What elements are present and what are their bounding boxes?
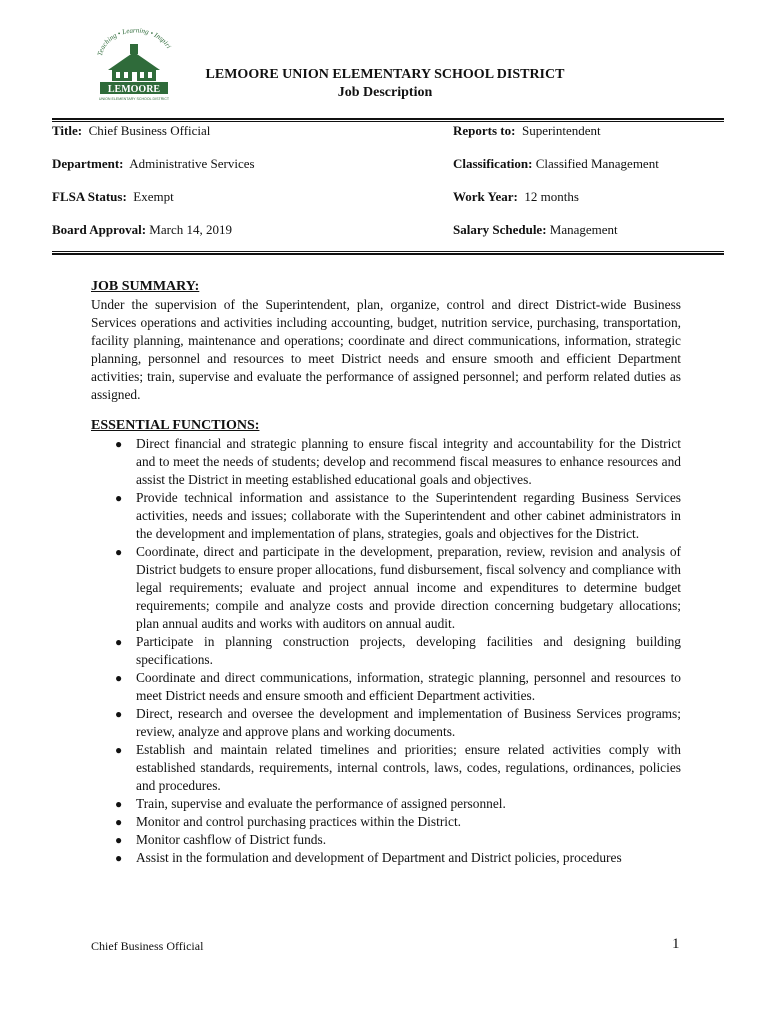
flsa-field [52, 189, 174, 205]
top-rule-thin [52, 121, 724, 122]
essential-functions-list [91, 435, 681, 867]
department-label: Department: [52, 156, 124, 171]
classification-value: Classified Management [535, 156, 659, 171]
bullet-icon: ● [115, 833, 123, 847]
salary-value: Management [549, 222, 618, 237]
workyear-label: Work Year: [453, 189, 518, 204]
list-item: ● Establish and maintain related timelines and priorities; ensure related activities comply with established standards, requirements, internal controls, laws, codes, regulations, ordinances, policies and procedures. [115, 742, 681, 793]
bullet-icon: ● [115, 635, 123, 649]
job-summary-text: Under the supervision of the Superintendent, plan, organize, control and direct District-wide Business Services operations and activities including accounting, budget, nutrition service, purchasing, transportation, facility planning, maintenance and operations; coordinate and direct communications, information, strategic planning, personnel and resources to meet District needs and ensure smooth and efficient Department activities; train, supervise and evaluate the performance of assigned personnel; and perform related duties as assigned. [91, 297, 681, 402]
list-item: ● Coordinate, direct and participate in the development, preparation, review, revision and analysis of District budgets to ensure proper allocations, fund disbursement, fiscal solvency and compliance with legal requirements; evaluate and project annual income and expenditures to determine budget requirements; compile and analyze costs and provide direction concerning budgetary allocations; plan annual audits and works with auditors on annual audit. [115, 544, 681, 631]
list-item: ● Participate in planning construction projects, developing facilities and designing building specifications. [115, 634, 681, 667]
schoolhouse-logo-icon [88, 26, 180, 104]
job-summary-heading: JOB SUMMARY: [91, 279, 200, 294]
list-item: ● Monitor and control purchasing practices within the District. [115, 814, 462, 829]
list-item: ● Provide technical information and assistance to the Superintendent regarding Business Services activities, needs and issues; collaborate with the Superintendent and other cabinet administrators in the development and implementation of plans, strategies, goals and objectives for the District. [115, 490, 681, 541]
top-rule [52, 118, 724, 120]
department-field [52, 156, 255, 172]
district-logo [88, 26, 180, 104]
list-item: ● Monitor cashflow of District funds. [115, 832, 327, 847]
flsa-value: Exempt [133, 189, 174, 204]
footer-label: Chief Business Official [91, 939, 204, 953]
workyear-field [453, 189, 579, 205]
bottom-rule-thin [52, 251, 724, 252]
title-field [52, 123, 210, 139]
classification-field [453, 156, 659, 172]
list-item: ● Assist in the formulation and development of Department and District policies, procedures [115, 850, 622, 865]
flsa-label: FLSA Status: [52, 189, 127, 204]
logo-arc-text: Teaching • Learning • Inspiri [96, 26, 173, 57]
classification-label: Classification: [453, 156, 533, 171]
bullet-icon: ● [115, 797, 123, 811]
list-item: ● Train, supervise and evaluate the performance of assigned personnel. [115, 796, 506, 811]
document-header [180, 66, 590, 102]
department-value: Administrative Services [129, 156, 255, 171]
bullet-icon: ● [115, 743, 123, 757]
list-item: ● Direct financial and strategic planning to ensure fiscal integrity and accountability for the District and to meet the needs of students; develop and recommend fiscal measures to enhance resources and assist the District in meeting established educational goals and objectives. [115, 436, 681, 487]
logo-name: LEMOORE [107, 84, 161, 95]
salary-label: Salary Schedule: [453, 222, 547, 237]
list-item: ● Direct, research and oversee the development and implementation of Business Services programs; review, analyze and approve plans and working documents. [115, 706, 681, 739]
board-approval-field [52, 222, 232, 238]
logo-subtitle: UNION ELEMENTARY SCHOOL DISTRICT [98, 97, 170, 101]
bullet-icon: ● [115, 851, 123, 865]
document-type: Job Description [337, 85, 433, 100]
essential-functions-section [91, 417, 681, 867]
page-number: 1 [672, 936, 680, 952]
bottom-rule [52, 253, 724, 255]
bullet-icon: ● [115, 671, 123, 685]
district-name: LEMOORE UNION ELEMENTARY SCHOOL DISTRICT [205, 67, 565, 82]
board-label: Board Approval: [52, 222, 147, 237]
job-summary-section [91, 278, 681, 404]
board-value: March 14, 2019 [149, 222, 232, 237]
bullet-icon: ● [115, 707, 123, 721]
reports-label: Reports to: [453, 123, 516, 138]
bullet-icon: ● [115, 545, 123, 559]
workyear-value: 12 months [524, 189, 579, 204]
title-label: Title: [52, 123, 83, 138]
bullet-icon: ● [115, 815, 123, 829]
essential-functions-heading: ESSENTIAL FUNCTIONS: [91, 418, 260, 433]
salary-field [453, 222, 618, 238]
bullet-icon: ● [115, 491, 123, 505]
bullet-icon: ● [115, 437, 123, 451]
reports-value: Superintendent [521, 123, 601, 138]
title-value: Chief Business Official [88, 123, 211, 138]
list-item: ● Coordinate and direct communications, information, strategic planning, personnel and resources to meet District needs and ensure smooth and efficient Department activities. [115, 670, 681, 703]
reports-field [453, 123, 601, 139]
